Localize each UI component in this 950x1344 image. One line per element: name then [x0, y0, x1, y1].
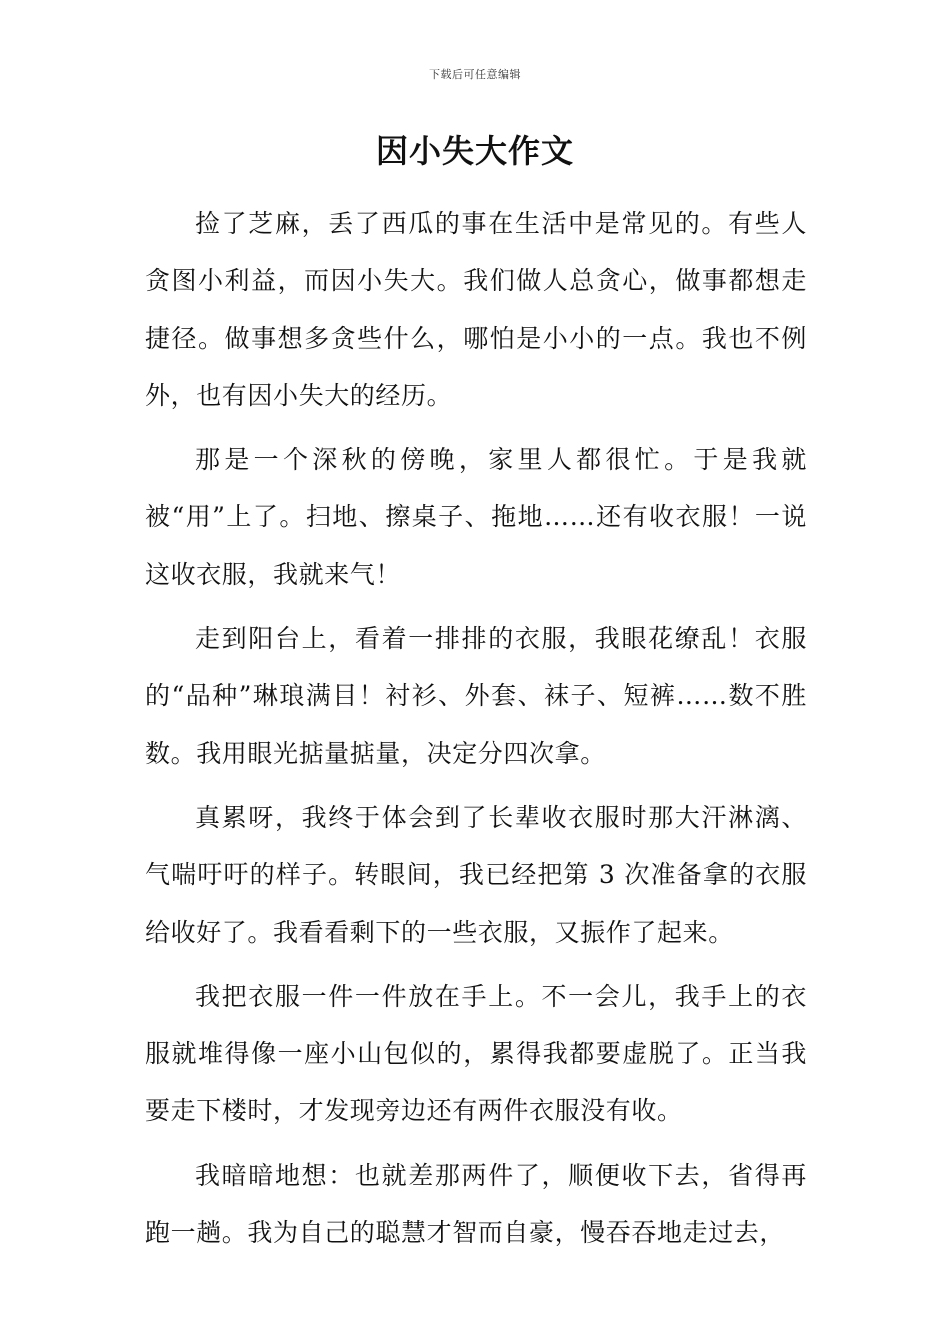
paragraph-6: 我暗暗地想：也就差那两件了，顺便收下去，省得再跑一趟。我为自己的聪慧才智而自豪，慢吞吞地走过去， [145, 1160, 807, 1248]
paragraph-4: 真累呀，我终于体会到了长辈收衣服时那大汗淋漓、气喘吁吁的样子。转眼间，我已经把第 3 次准备拿的衣服给收好了。我看看剩下的一些衣服，又振作了起来。 [145, 802, 807, 947]
header-note: 下载后可任意编辑 [429, 68, 521, 81]
paragraph-1: 捡了芝麻，丢了西瓜的事在生活中是常见的。有些人贪图小利益，而因小失大。我们做人总贪心，做事都想走捷径。做事想多贪些什么，哪怕是小小的一点。我也不例外，也有因小失大的经历。 [145, 209, 807, 410]
paragraph-5: 我把衣服一件一件放在手上。不一会儿，我手上的衣服就堆得像一座小山包似的，累得我都要虚脱了。正当我要走下楼时，才发现旁边还有两件衣服没有收。 [145, 981, 807, 1126]
document-body [145, 195, 807, 1268]
document-title: 因小失大作文 [375, 132, 574, 170]
paragraph-3: 走到阳台上，看着一排排的衣服，我眼花缭乱！衣服的“品种”琳琅满目！衬衫、外套、袜子、短裤……数不胜数。我用眼光掂量掂量，决定分四次拿。 [145, 624, 807, 768]
paragraph-2: 那是一个深秋的傍晚，家里人都很忙。于是我就被“用”上了。扫地、擦桌子、拖地……还有收衣服！一说这收衣服，我就来气！ [145, 445, 807, 589]
